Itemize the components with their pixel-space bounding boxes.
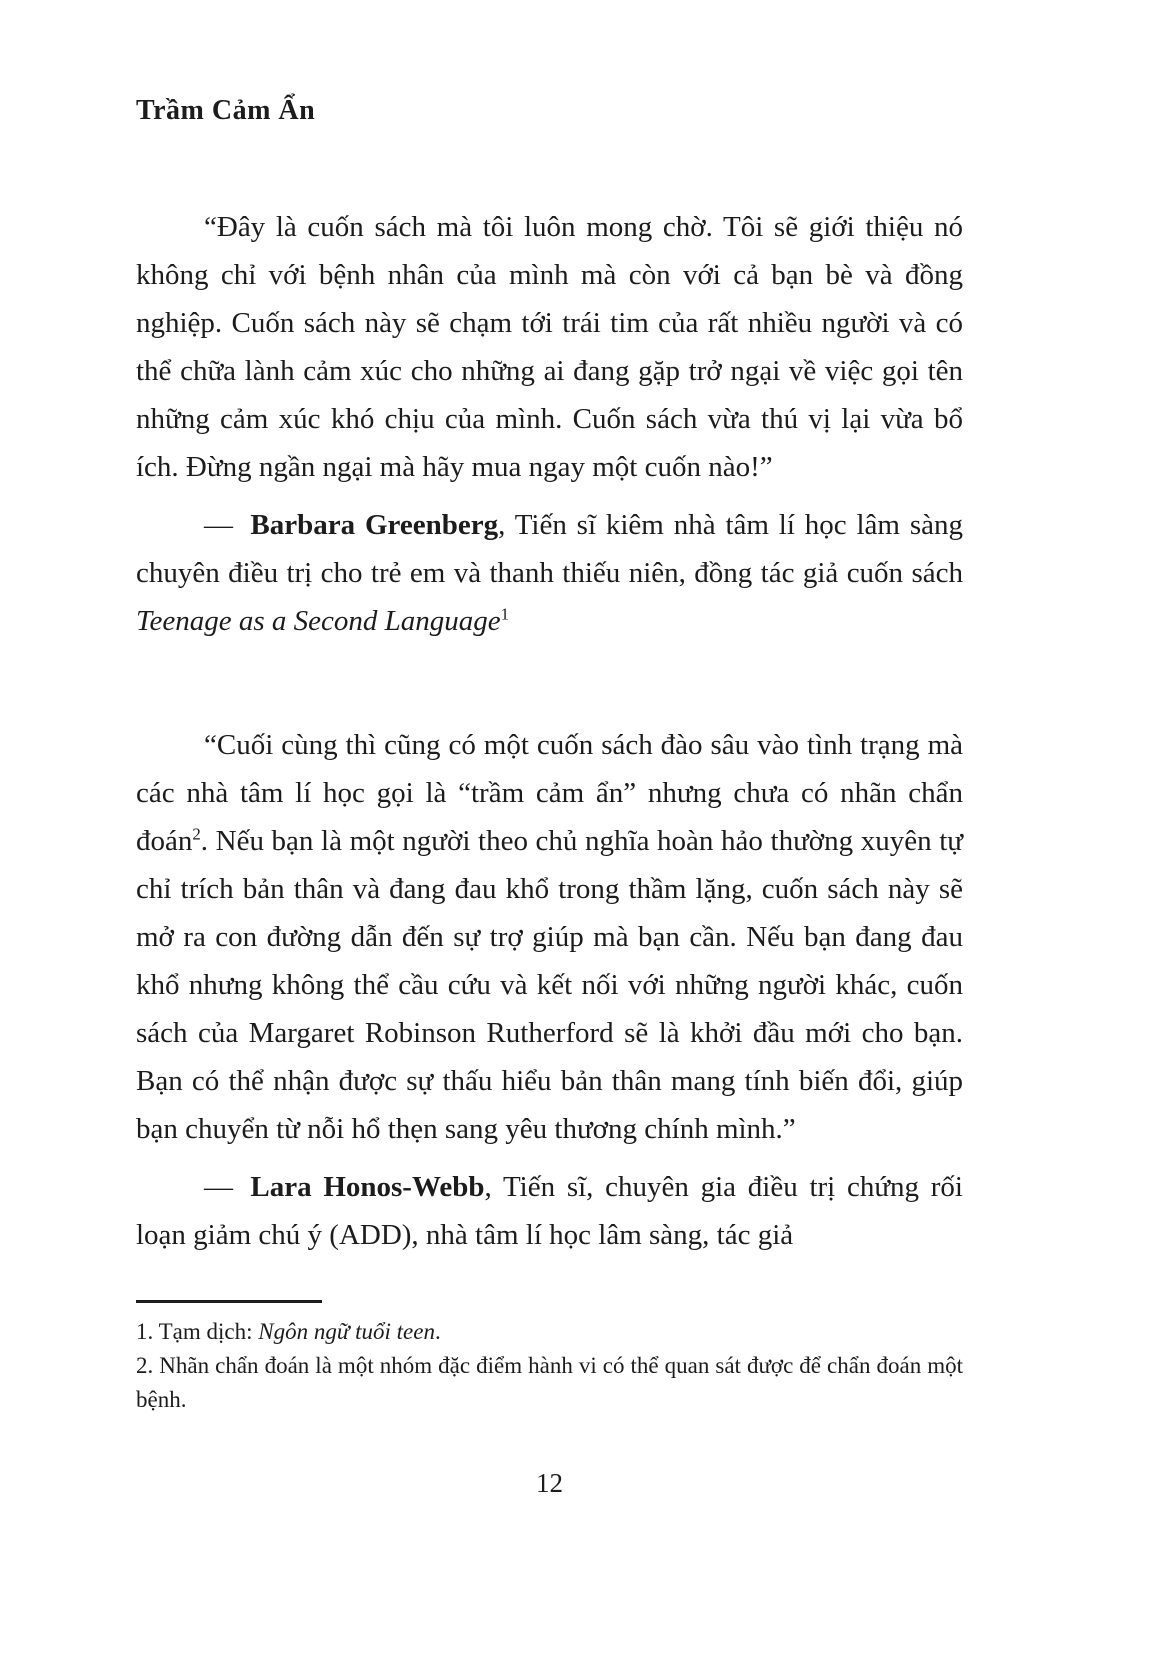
- quote-2-text-after-ref: . Nếu bạn là một người theo chủ nghĩa hoàn hảo thường xuyên tự chỉ trích bản thân và đang đau khổ trong thầm lặng, cuốn sách này sẽ mở ra con đường dẫn đến sự trợ giúp mà bạn cần. Nếu bạn đang đau khổ nhưng không thể cầu cứu và kết nối với những người khác, cuốn sách của Margaret Robinson Rutherford sẽ là khởi đầu mới cho bạn. Bạn có thể nhận được sự thấu hiểu bản thân mang tính biến đổi, giúp bạn chuyển từ nỗi hổ thẹn sang yêu thương chính mình.”: [136, 825, 963, 1145]
- author-name-2: Lara Honos-Webb: [250, 1171, 485, 1203]
- footnote-rule: [136, 1300, 322, 1303]
- quote-paragraph-2: [136, 721, 963, 1153]
- footnote-2: 2. Nhãn chẩn đoán là một nhóm đặc điểm hành vi có thể quan sát được để chẩn đoán một bệnh.: [136, 1353, 963, 1412]
- footnote-1-suffix: .: [434, 1319, 441, 1344]
- page-content: [136, 0, 963, 1259]
- quote-paragraph-1: “Đây là cuốn sách mà tôi luôn mong chờ. Tôi sẽ giới thiệu nó không chỉ với bệnh nhân của mình mà còn với cả bạn bè và đồng nghiệp. Cuốn sách này sẽ chạm tới trái tim của rất nhiều người và có thể chữa lành cảm xúc cho những ai đang gặp trở ngại về việc gọi tên những cảm xúc khó chịu của mình. Cuốn sách vừa thú vị lại vừa bổ ích. Đừng ngần ngại mà hãy mua ngay một cuốn nào!”: [136, 211, 963, 483]
- book-title: Teenage as a Second Language: [136, 605, 501, 637]
- author-role-2: , Tiến sĩ, chuyên gia điều trị chứng rối loạn giảm chú ý (ADD), nhà tâm lí học lâm sàng, tác giả: [136, 1171, 963, 1251]
- em-dash: —: [204, 1171, 233, 1203]
- footnote-1-book-title: Ngôn ngữ tuổi teen: [258, 1319, 435, 1344]
- running-header: Trầm Cảm Ẩn: [136, 95, 316, 126]
- em-dash: —: [204, 509, 233, 541]
- footnote-1-prefix: 1. Tạm dịch:: [136, 1319, 259, 1344]
- author-role-1: , Tiến sĩ kiêm nhà tâm lí học lâm sàng chuyên điều trị cho trẻ em và thanh thiếu niên, đồng tác giả cuốn sách: [136, 509, 963, 589]
- author-name-1: Barbara Greenberg: [250, 509, 499, 541]
- footnote-1: [136, 1315, 963, 1349]
- footnote-ref-1: 1: [500, 604, 510, 624]
- attribution-2: [136, 1163, 963, 1259]
- quote-2-text-before-ref: “Cuối cùng thì cũng có một cuốn sách đào sâu vào tình trạng mà các nhà tâm lí học gọi là “trầm cảm ẩn” nhưng chưa có nhãn chẩn đoán: [136, 729, 963, 857]
- attribution-1: [136, 501, 963, 645]
- page-number: 12: [536, 1468, 563, 1498]
- footnote-block: [136, 1300, 963, 1417]
- footnote-ref-2: 2: [192, 824, 201, 844]
